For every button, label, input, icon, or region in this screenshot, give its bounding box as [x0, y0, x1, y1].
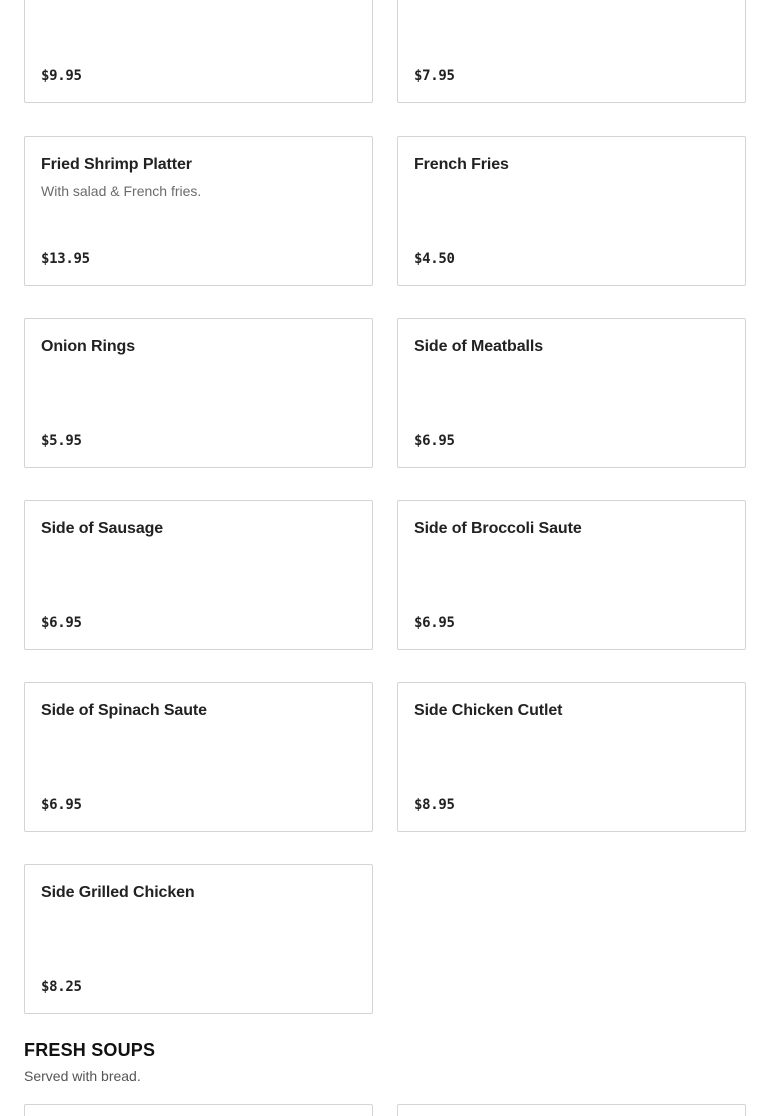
section-title: FRESH SOUPS [24, 1040, 156, 1060]
menu-item-card[interactable] [397, 500, 746, 650]
menu-item-card[interactable] [397, 136, 746, 286]
menu-item-card[interactable] [397, 0, 746, 103]
menu-item-price: $8.25 [41, 979, 82, 995]
menu-item-name: Side of Sausage [41, 520, 164, 537]
menu-item-price: $6.95 [414, 615, 455, 631]
menu-item-card[interactable] [24, 500, 373, 650]
menu-item-card[interactable] [397, 318, 746, 468]
menu-item-name: Onion Rings [41, 338, 136, 355]
menu-item-price: $6.95 [41, 797, 82, 813]
menu-item-description: With salad & French fries. [41, 183, 202, 199]
menu-item-price: $8.95 [414, 797, 455, 813]
menu-item-name: Side of Broccoli Saute [414, 520, 582, 537]
menu-item-price: $5.95 [41, 433, 82, 449]
menu-item-price: $9.95 [41, 68, 82, 84]
menu-item-card[interactable] [24, 1104, 373, 1116]
menu-item-price: $7.95 [414, 68, 455, 84]
menu-item-price: $6.95 [414, 433, 455, 449]
menu-item-card[interactable] [24, 318, 373, 468]
menu-item-card[interactable] [24, 0, 373, 103]
menu-item-name: French Fries [414, 156, 509, 173]
menu-item-card[interactable] [24, 864, 373, 1014]
menu-item-card[interactable] [397, 682, 746, 832]
menu-item-price: $6.95 [41, 615, 82, 631]
section-subtitle: Served with bread. [24, 1068, 141, 1084]
menu-item-price: $4.50 [414, 251, 455, 267]
menu-item-name: Side of Meatballs [414, 338, 543, 355]
menu-item-card[interactable] [24, 682, 373, 832]
menu-item-card[interactable] [397, 1104, 746, 1116]
menu-item-price: $13.95 [41, 251, 90, 267]
menu-item-name: Side Chicken Cutlet [414, 702, 563, 719]
menu-item-name: Side of Spinach Saute [41, 702, 207, 719]
menu-item-name: Side Grilled Chicken [41, 884, 195, 901]
menu-item-name: Fried Shrimp Platter [41, 156, 192, 173]
menu-item-card[interactable] [24, 136, 373, 286]
